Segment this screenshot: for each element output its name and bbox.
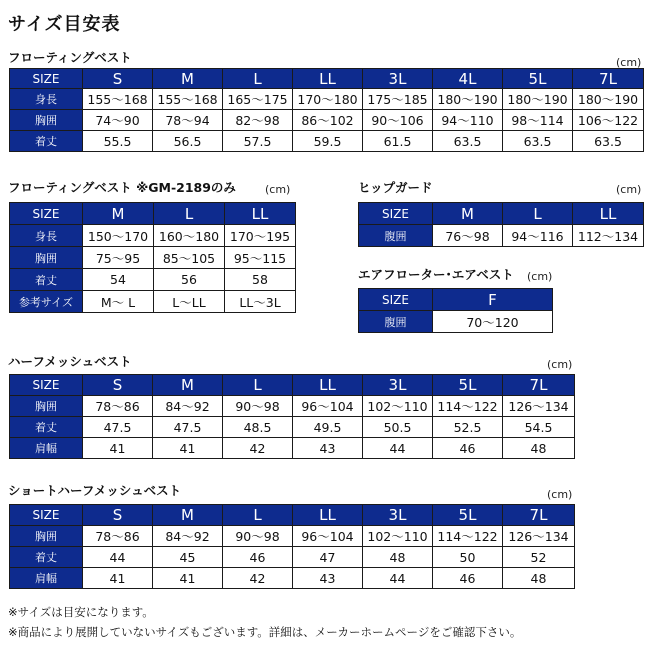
table-cell: 155〜168: [153, 89, 223, 110]
table-cell: 150〜170: [83, 225, 154, 247]
table-cell: M〜 L: [83, 291, 154, 313]
table-cell: 180〜190: [433, 89, 503, 110]
section-title-floating-vest-gm2189: フローティングベスト ※GM-2189のみ: [8, 180, 236, 195]
size-header-cell: L: [223, 375, 293, 396]
size-header-label: SIZE: [10, 203, 83, 225]
row-label: 着丈: [10, 269, 83, 291]
table-cell: 54: [83, 269, 154, 291]
table-cell: 58: [225, 269, 296, 291]
size-table-hip-guard: [358, 202, 644, 247]
size-table-short-half-mesh-vest: [9, 504, 575, 589]
size-header-row: [359, 289, 553, 311]
table-cell: 86〜102: [293, 110, 363, 131]
table-cell: 78〜94: [153, 110, 223, 131]
table-cell: 41: [153, 568, 223, 589]
table-cell: 180〜190: [573, 89, 644, 110]
table-cell: 114〜122: [433, 396, 503, 417]
table-cell: 75〜95: [83, 247, 154, 269]
table-cell: 106〜122: [573, 110, 644, 131]
table-cell: 90〜98: [223, 396, 293, 417]
table-cell: 63.5: [433, 131, 503, 152]
table-cell: 74〜90: [83, 110, 153, 131]
table-cell: 70〜120: [433, 311, 553, 333]
table-cell: 82〜98: [223, 110, 293, 131]
size-header-cell: 7L: [573, 69, 644, 89]
table-cell: 45: [153, 547, 223, 568]
size-header-cell: S: [83, 505, 153, 526]
table-cell: 94〜116: [503, 225, 573, 247]
table-cell: 61.5: [363, 131, 433, 152]
table-cell: 41: [83, 438, 153, 459]
row-label: 着丈: [10, 547, 83, 568]
table-cell: 96〜104: [293, 526, 363, 547]
table-cell: 48: [503, 568, 575, 589]
table-cell: 48: [363, 547, 433, 568]
table-cell: 41: [153, 438, 223, 459]
table-cell: 78〜86: [83, 396, 153, 417]
table-row: [10, 396, 575, 417]
table-cell: 44: [363, 438, 433, 459]
table-row: [359, 225, 644, 247]
section-title-air-floater: エアフローター･エアベスト: [358, 267, 514, 282]
size-header-cell: L: [223, 69, 293, 89]
table-cell: 50.5: [363, 417, 433, 438]
table-cell: 84〜92: [153, 526, 223, 547]
table-cell: 47: [293, 547, 363, 568]
unit-label: (cm): [616, 56, 642, 69]
table-row: [10, 269, 296, 291]
page-title: サイズ目安表: [8, 14, 121, 35]
table-cell: 90〜106: [363, 110, 433, 131]
table-cell: 170〜195: [225, 225, 296, 247]
size-header-cell: 3L: [363, 375, 433, 396]
size-header-cell: LL: [293, 375, 363, 396]
size-table-air-floater: [358, 288, 553, 333]
table-cell: 41: [83, 568, 153, 589]
row-label: 腹囲: [359, 311, 433, 333]
size-header-cell: L: [223, 505, 293, 526]
table-cell: 48: [503, 438, 575, 459]
size-header-label: SIZE: [10, 375, 83, 396]
table-cell: 56: [154, 269, 225, 291]
row-label: 肩幅: [10, 438, 83, 459]
size-table-half-mesh-vest: [9, 374, 575, 459]
table-cell: 44: [83, 547, 153, 568]
unit-label: (cm): [265, 183, 291, 196]
table-row: [10, 526, 575, 547]
table-cell: 52: [503, 547, 575, 568]
table-row: [359, 311, 553, 333]
table-row: [10, 547, 575, 568]
size-header-cell: M: [153, 505, 223, 526]
size-header-cell: M: [153, 375, 223, 396]
table-cell: 170〜180: [293, 89, 363, 110]
table-cell: 43: [293, 438, 363, 459]
table-row: [10, 247, 296, 269]
table-row: [10, 110, 644, 131]
row-label: 胸囲: [10, 396, 83, 417]
note-availability: ※商品により展開していないサイズもございます。詳細は、メーカーホームページをご確認下さい。: [8, 625, 522, 639]
unit-label: (cm): [616, 183, 642, 196]
unit-label: (cm): [527, 270, 553, 283]
size-header-cell: L: [154, 203, 225, 225]
size-header-cell: LL: [573, 203, 644, 225]
size-header-label: SIZE: [359, 289, 433, 311]
table-cell: 47.5: [83, 417, 153, 438]
table-cell: 59.5: [293, 131, 363, 152]
size-header-cell: 3L: [363, 505, 433, 526]
table-cell: 43: [293, 568, 363, 589]
table-cell: 126〜134: [503, 396, 575, 417]
unit-label: (cm): [547, 488, 573, 501]
size-header-cell: S: [83, 69, 153, 89]
table-row: [10, 568, 575, 589]
table-cell: 175〜185: [363, 89, 433, 110]
size-header-cell: 4L: [433, 69, 503, 89]
row-label: 参考サイズ: [10, 291, 83, 313]
row-label: 身長: [10, 89, 83, 110]
size-header-row: [359, 203, 644, 225]
table-cell: 180〜190: [503, 89, 573, 110]
table-cell: 98〜114: [503, 110, 573, 131]
table-cell: 114〜122: [433, 526, 503, 547]
size-header-cell: LL: [293, 505, 363, 526]
table-cell: 46: [433, 438, 503, 459]
table-row: [10, 89, 644, 110]
table-cell: 54.5: [503, 417, 575, 438]
unit-label: (cm): [547, 358, 573, 371]
table-cell: 46: [223, 547, 293, 568]
table-cell: 63.5: [503, 131, 573, 152]
size-header-cell: S: [83, 375, 153, 396]
table-cell: 160〜180: [154, 225, 225, 247]
table-cell: 47.5: [153, 417, 223, 438]
size-header-cell: 3L: [363, 69, 433, 89]
row-label: 着丈: [10, 417, 83, 438]
table-cell: 126〜134: [503, 526, 575, 547]
table-cell: L〜LL: [154, 291, 225, 313]
size-header-cell: LL: [225, 203, 296, 225]
size-header-cell: 5L: [503, 69, 573, 89]
size-header-cell: 5L: [433, 375, 503, 396]
table-row: [10, 225, 296, 247]
table-cell: 102〜110: [363, 526, 433, 547]
table-cell: 95〜115: [225, 247, 296, 269]
table-cell: 42: [223, 438, 293, 459]
table-cell: 55.5: [83, 131, 153, 152]
table-cell: 57.5: [223, 131, 293, 152]
section-title-short-half-mesh-vest: ショートハーフメッシュベスト: [8, 483, 182, 498]
table-cell: 49.5: [293, 417, 363, 438]
size-table-floating-vest-gm2189: [9, 202, 296, 313]
note-size-guide: ※サイズは目安になります。: [8, 605, 154, 619]
table-cell: 155〜168: [83, 89, 153, 110]
table-cell: 46: [433, 568, 503, 589]
table-row: [10, 291, 296, 313]
size-header-cell: F: [433, 289, 553, 311]
size-header-label: SIZE: [359, 203, 433, 225]
table-cell: 90〜98: [223, 526, 293, 547]
row-label: 腹囲: [359, 225, 433, 247]
table-row: [10, 131, 644, 152]
size-table-floating-vest: [9, 68, 644, 152]
size-header-cell: 7L: [503, 505, 575, 526]
table-cell: 84〜92: [153, 396, 223, 417]
table-cell: 94〜110: [433, 110, 503, 131]
size-header-cell: M: [83, 203, 154, 225]
table-cell: 42: [223, 568, 293, 589]
table-cell: 56.5: [153, 131, 223, 152]
table-row: [10, 417, 575, 438]
table-cell: 52.5: [433, 417, 503, 438]
row-label: 肩幅: [10, 568, 83, 589]
size-header-label: SIZE: [10, 69, 83, 89]
table-cell: 44: [363, 568, 433, 589]
size-header-row: [10, 505, 575, 526]
table-cell: LL〜3L: [225, 291, 296, 313]
size-header-label: SIZE: [10, 505, 83, 526]
section-title-half-mesh-vest: ハーフメッシュベスト: [8, 354, 132, 369]
size-header-cell: 5L: [433, 505, 503, 526]
table-row: [10, 438, 575, 459]
table-cell: 102〜110: [363, 396, 433, 417]
row-label: 胸囲: [10, 110, 83, 131]
table-cell: 50: [433, 547, 503, 568]
size-header-cell: 7L: [503, 375, 575, 396]
row-label: 胸囲: [10, 526, 83, 547]
size-header-row: [10, 69, 644, 89]
table-cell: 63.5: [573, 131, 644, 152]
section-title-hip-guard: ヒップガード: [358, 180, 433, 195]
row-label: 着丈: [10, 131, 83, 152]
table-cell: 48.5: [223, 417, 293, 438]
table-cell: 78〜86: [83, 526, 153, 547]
table-cell: 85〜105: [154, 247, 225, 269]
section-title-floating-vest: フローティングベスト: [8, 50, 132, 65]
table-cell: 76〜98: [433, 225, 503, 247]
size-header-cell: M: [153, 69, 223, 89]
size-header-row: [10, 375, 575, 396]
size-header-row: [10, 203, 296, 225]
size-header-cell: LL: [293, 69, 363, 89]
table-cell: 165〜175: [223, 89, 293, 110]
table-cell: 96〜104: [293, 396, 363, 417]
table-cell: 112〜134: [573, 225, 644, 247]
size-header-cell: M: [433, 203, 503, 225]
row-label: 身長: [10, 225, 83, 247]
row-label: 胸囲: [10, 247, 83, 269]
size-header-cell: L: [503, 203, 573, 225]
